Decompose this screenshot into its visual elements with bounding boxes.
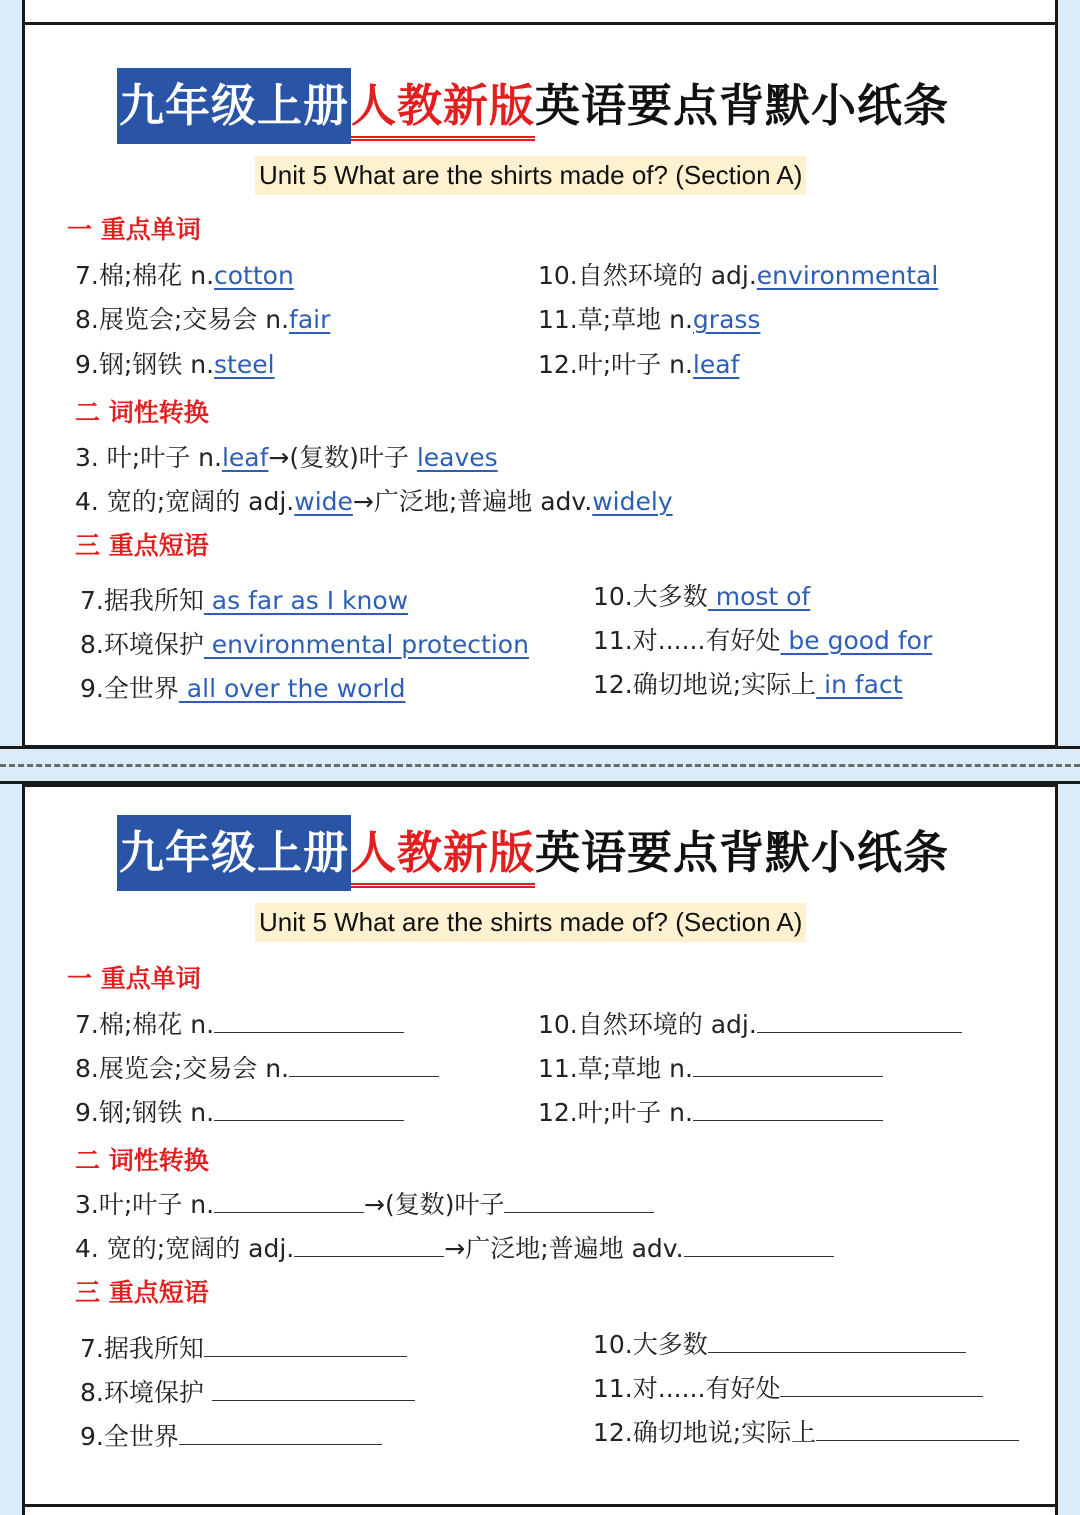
word-item bbox=[75, 1093, 404, 1129]
blank-card bbox=[22, 784, 1058, 1515]
title-subject: 英语要点背默小纸条 bbox=[535, 79, 950, 132]
answer-blank[interactable] bbox=[212, 1374, 415, 1401]
word-item bbox=[538, 300, 760, 336]
conversion-cn: 4. 宽的;宽阔的 adj. bbox=[75, 487, 295, 516]
word-cn: 9.钢;钢铁 n. bbox=[75, 1098, 215, 1127]
title-grade: 九年级上册 bbox=[117, 68, 351, 144]
answer-blank[interactable] bbox=[179, 1418, 382, 1445]
word-item bbox=[538, 1093, 883, 1129]
page-title bbox=[117, 815, 949, 891]
phrase-item bbox=[80, 625, 529, 661]
phrase-item bbox=[593, 1369, 983, 1405]
phrase-answer: most of bbox=[707, 582, 811, 611]
answer-blank[interactable] bbox=[289, 1050, 439, 1077]
word-item bbox=[75, 1049, 439, 1085]
phrase-cn: 9.全世界 bbox=[80, 1422, 179, 1451]
phrase-answer: as far as I know bbox=[203, 586, 409, 615]
phrase-cn: 12.确切地说;实际上 bbox=[593, 670, 817, 699]
section-words-heading: 一 重点单词 bbox=[67, 964, 201, 993]
word-cn: 10.自然环境的 adj. bbox=[538, 261, 757, 290]
title-edition: 人教新版 bbox=[351, 823, 535, 888]
answer-blank[interactable] bbox=[816, 1414, 1019, 1441]
phrase-item bbox=[593, 665, 903, 701]
conversion-mid: →(复数)叶子 bbox=[268, 443, 417, 472]
answer-blank[interactable] bbox=[684, 1230, 834, 1257]
word-answer: environmental bbox=[756, 261, 939, 290]
answer-blank[interactable] bbox=[294, 1230, 444, 1257]
phrase-item bbox=[80, 669, 405, 705]
phrase-cn: 9.全世界 bbox=[80, 674, 179, 703]
word-cn: 8.展览会;交易会 n. bbox=[75, 305, 290, 334]
word-answer: leaf bbox=[692, 350, 740, 379]
word-item bbox=[75, 1005, 404, 1041]
word-item bbox=[538, 256, 938, 292]
word-answer: grass bbox=[692, 305, 761, 334]
conversion-cn: 4. 宽的;宽阔的 adj. bbox=[75, 1234, 295, 1263]
phrase-cn: 8.环境保护 bbox=[80, 630, 204, 659]
phrase-cn: 10.大多数 bbox=[593, 1330, 708, 1359]
phrase-item bbox=[593, 621, 932, 657]
phrase-answer: environmental protection bbox=[203, 630, 529, 659]
word-answer: cotton bbox=[214, 261, 294, 290]
cut-line-divider bbox=[0, 746, 1080, 784]
phrase-answer: be good for bbox=[780, 626, 933, 655]
phrase-cn: 11.对......有好处 bbox=[593, 1374, 781, 1403]
word-item bbox=[538, 345, 739, 381]
conversion-item bbox=[75, 482, 673, 518]
answer-blank[interactable] bbox=[504, 1186, 654, 1213]
phrase-answer: in fact bbox=[816, 670, 903, 699]
answer-card bbox=[22, 0, 1058, 748]
conversion-mid: →(复数)叶子 bbox=[364, 1190, 505, 1219]
conversion-cn: 3. 叶;叶子 n. bbox=[75, 443, 222, 472]
section-phrases-heading: 三 重点短语 bbox=[75, 1278, 209, 1307]
title-edition: 人教新版 bbox=[351, 76, 535, 141]
unit-heading: Unit 5 What are the shirts made of? (Section A) bbox=[255, 156, 806, 195]
divider-top-line bbox=[0, 746, 1080, 749]
conversion-item bbox=[75, 1185, 654, 1221]
section-phrases-heading: 三 重点短语 bbox=[75, 531, 209, 560]
section-conversion-heading: 二 词性转换 bbox=[75, 398, 209, 427]
phrase-item bbox=[80, 1329, 407, 1365]
phrase-item bbox=[593, 1413, 1019, 1449]
answer-blank[interactable] bbox=[204, 1330, 407, 1357]
word-cn: 9.钢;钢铁 n. bbox=[75, 350, 215, 379]
word-cn: 12.叶;叶子 n. bbox=[538, 1098, 693, 1127]
answer-blank[interactable] bbox=[757, 1006, 962, 1033]
answer-blank[interactable] bbox=[693, 1050, 883, 1077]
word-item bbox=[538, 1005, 962, 1041]
word-item bbox=[75, 345, 275, 381]
unit-heading: Unit 5 What are the shirts made of? (Section A) bbox=[255, 903, 806, 942]
phrase-item bbox=[593, 1325, 966, 1361]
conversion-mid: →广泛地;普遍地 adv. bbox=[444, 1234, 684, 1263]
word-cn: 8.展览会;交易会 n. bbox=[75, 1054, 290, 1083]
word-item bbox=[75, 300, 330, 336]
word-cn: 12.叶;叶子 n. bbox=[538, 350, 693, 379]
conversion-answer: widely bbox=[592, 487, 673, 516]
word-cn: 7.棉;棉花 n. bbox=[75, 1010, 215, 1039]
answer-blank[interactable] bbox=[214, 1094, 404, 1121]
phrase-item bbox=[80, 1417, 382, 1453]
word-item bbox=[75, 256, 294, 292]
phrase-cn: 7.据我所知 bbox=[80, 1334, 204, 1363]
page-title bbox=[117, 68, 949, 144]
conversion-item bbox=[75, 1229, 834, 1265]
phrase-cn: 12.确切地说;实际上 bbox=[593, 1418, 817, 1447]
conversion-answer: wide bbox=[294, 487, 353, 516]
phrase-cn: 11.对......有好处 bbox=[593, 626, 781, 655]
answer-blank[interactable] bbox=[693, 1094, 883, 1121]
phrase-item bbox=[593, 577, 810, 613]
answer-blank[interactable] bbox=[708, 1326, 966, 1353]
word-cn: 7.棉;棉花 n. bbox=[75, 261, 215, 290]
title-grade: 九年级上册 bbox=[117, 815, 351, 891]
answer-blank[interactable] bbox=[780, 1370, 983, 1397]
phrase-cn: 8.环境保护 bbox=[80, 1378, 212, 1407]
phrase-answer: all over the world bbox=[178, 674, 406, 703]
conversion-cn: 3.叶;叶子 n. bbox=[75, 1190, 215, 1219]
answer-blank[interactable] bbox=[214, 1006, 404, 1033]
conversion-answer: leaf bbox=[221, 443, 269, 472]
section-words-heading: 一 重点单词 bbox=[67, 215, 201, 244]
phrase-cn: 7.据我所知 bbox=[80, 586, 204, 615]
word-item bbox=[538, 1049, 883, 1085]
word-cn: 11.草;草地 n. bbox=[538, 1054, 693, 1083]
phrase-item bbox=[80, 581, 408, 617]
word-answer: fair bbox=[289, 305, 331, 334]
word-answer: steel bbox=[214, 350, 275, 379]
answer-blank[interactable] bbox=[214, 1186, 364, 1213]
title-subject: 英语要点背默小纸条 bbox=[535, 826, 950, 879]
divider-dashed-line bbox=[0, 764, 1080, 767]
conversion-answer: leaves bbox=[416, 443, 498, 472]
phrase-item bbox=[80, 1373, 415, 1409]
phrase-cn: 10.大多数 bbox=[593, 582, 708, 611]
word-cn: 11.草;草地 n. bbox=[538, 305, 693, 334]
section-conversion-heading: 二 词性转换 bbox=[75, 1146, 209, 1175]
conversion-item bbox=[75, 438, 498, 474]
conversion-mid: →广泛地;普遍地 adv. bbox=[352, 487, 593, 516]
word-cn: 10.自然环境的 adj. bbox=[538, 1010, 757, 1039]
